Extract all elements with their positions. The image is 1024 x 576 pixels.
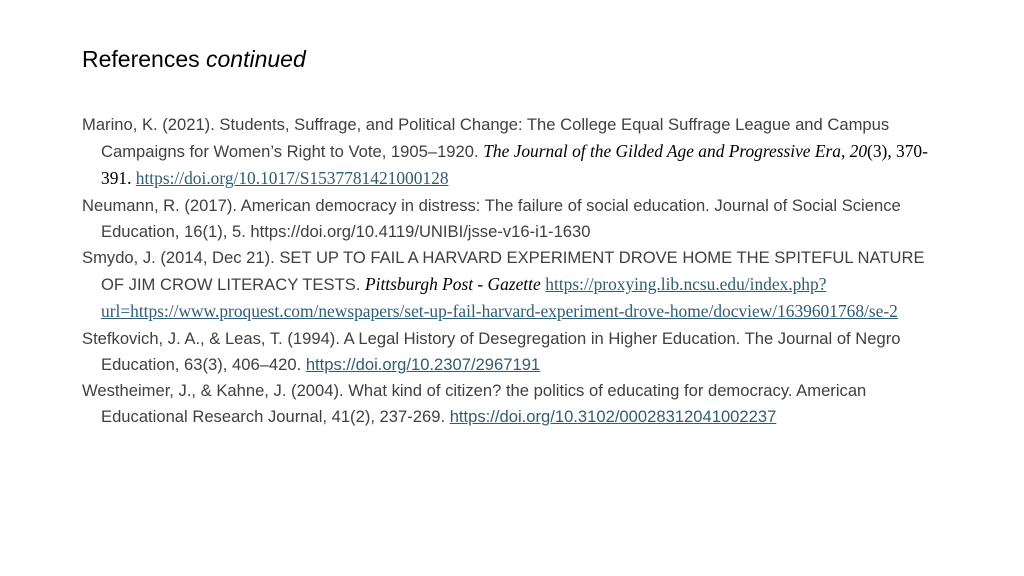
reference-smydo	[82, 245, 932, 326]
reference-journal: Pittsburgh Post - Gazette	[365, 274, 541, 295]
reference-journal: The Journal of the Gilded Age and Progressive Era, 20	[483, 141, 868, 162]
reference-link[interactable]: https://doi.org/10.2307/2967191	[305, 354, 541, 374]
reference-link[interactable]: https://doi.org/10.1017/S1537781421000128	[135, 168, 449, 189]
title-suffix: continued	[206, 46, 306, 72]
reference-marino	[82, 112, 932, 193]
page-title	[82, 44, 306, 74]
reference-text: Marino, K. (2021). Students, Suffrage, and Political Change: The College Equal Suffrage League and Campus Campaigns for Women’s Right to Vote, 1905–1920.	[82, 115, 890, 162]
reference-text: Westheimer, J., & Kahne, J. (2004). What kind of citizen? the politics of educating for democracy. American Educational Research Journal, 41(2), 237-269.	[82, 381, 867, 427]
references-list	[82, 112, 932, 430]
reference-neumann	[82, 193, 932, 245]
reference-detail: (3), 370-391.	[101, 141, 928, 189]
reference-text: Neumann, R. (2017). American democracy in distress: The failure of social education. Journal of Social Science Education, 16(1), 5. https://doi.org/10.4119/UNIBI/jsse-v16-i1-1630	[82, 195, 901, 241]
title-main: References	[82, 46, 200, 72]
reference-westheimer	[82, 378, 932, 430]
reference-link[interactable]: https://doi.org/10.3102/00028312041002237	[449, 407, 777, 427]
reference-text: Smydo, J. (2014, Dec 21). SET UP TO FAIL A HARVARD EXPERIMENT DROVE HOME THE SPITEFUL NATURE OF JIM CROW LITERACY TESTS.	[82, 248, 925, 295]
reference-link[interactable]: https://proxying.lib.ncsu.edu/index.php?url=https://www.proquest.com/newspapers/set-up-fail-harvard-experiment-drove-home/docview/1639601768/se-2	[101, 274, 898, 322]
reference-stefkovich	[82, 326, 932, 378]
reference-text: Stefkovich, J. A., & Leas, T. (1994). A Legal History of Desegregation in Higher Education. The Journal of Negro Education, 63(3), 406–420.	[82, 328, 901, 374]
